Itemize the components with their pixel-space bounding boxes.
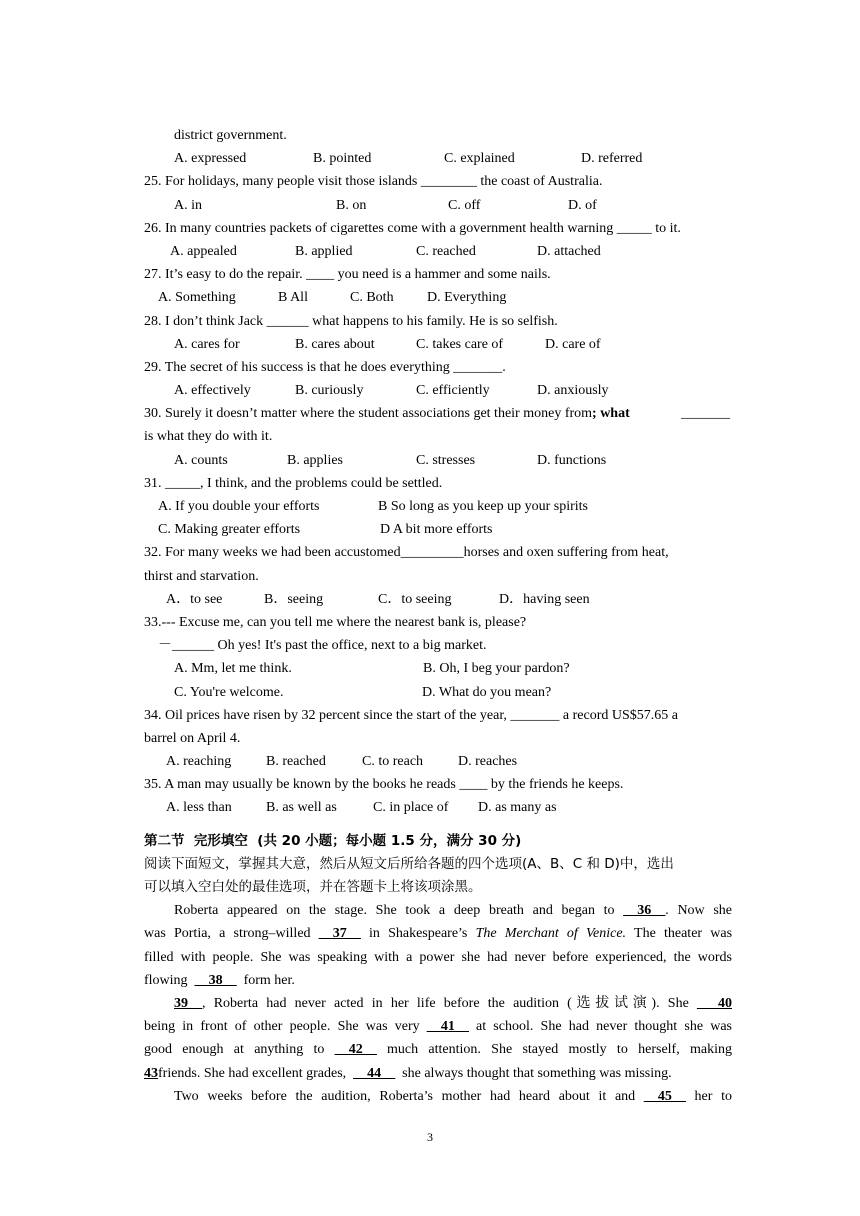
option-c: C. Both — [350, 290, 394, 306]
question-33-dialogue — [144, 634, 732, 657]
section-heading: 第二节 完形填空 (共 20 小题；每小题 1.5 分，满分 30 分) — [144, 832, 522, 849]
question-26-options — [144, 240, 732, 263]
passage-text: much attention. She stayed mostly to herself, making — [386, 1042, 732, 1058]
option-c: C. off — [448, 197, 481, 213]
option-a: A. If you double your efforts — [158, 499, 320, 514]
question-24-options — [144, 147, 732, 170]
question-28-stem — [144, 310, 732, 333]
option-a: A．to see — [166, 591, 223, 607]
question-29-stem — [144, 356, 732, 379]
option-c: C. stresses — [416, 452, 476, 468]
question-31-options-ab — [144, 495, 732, 518]
option-b: B. applies — [287, 452, 343, 468]
question-33-stem — [144, 611, 732, 634]
option-a: A. reaching — [166, 754, 232, 770]
option-b: B. Oh, I beg your pardon? — [423, 661, 570, 677]
question-30-stem-end — [144, 425, 732, 448]
cloze-blank-41: __41__ — [426, 1019, 469, 1035]
option-d: D. What do you mean? — [422, 684, 552, 700]
option-d: D. attached — [537, 243, 601, 259]
option-c: C. explained — [444, 151, 515, 167]
question-35-options — [144, 796, 732, 819]
section-instructions-1 — [144, 853, 732, 876]
option-c: C. to reach — [362, 754, 424, 770]
text-line: 35. A man may usually be known by the books he reads ____ by the friends he keeps. — [144, 777, 624, 793]
option-b: B．seeing — [264, 591, 324, 607]
cloze-blank-45: __45__ — [643, 1088, 686, 1104]
question-27-options — [144, 286, 732, 309]
question-32-stem-end — [144, 565, 732, 588]
question-28-options — [144, 333, 732, 356]
question-33-options-ab — [144, 657, 732, 680]
passage-text: her to — [694, 1088, 732, 1104]
option-b: B. as well as — [266, 800, 337, 816]
passage-text: being in front of other people. She was very — [144, 1019, 420, 1035]
option-a: A. expressed — [174, 151, 247, 167]
option-a: A. counts — [174, 452, 228, 468]
question-26-stem — [144, 217, 732, 240]
option-c: C. reached — [416, 243, 476, 259]
option-d: D A bit more efforts — [380, 522, 493, 538]
passage-text: , Roberta had never acted in her life before the audition (选拔试演). She — [202, 995, 689, 1011]
option-c: C. in place of — [373, 800, 449, 816]
instruction-text: 可以填入空白处的最佳选项，并在答题卡上将该项涂黑。 — [144, 879, 482, 895]
option-a: A. less than — [166, 800, 232, 816]
question-34-stem-end — [144, 727, 732, 750]
passage-title-italic: The Merchant of Venice. — [475, 926, 627, 942]
option-a: A. effectively — [174, 383, 251, 399]
text-line: ; what — [592, 406, 630, 422]
text-line: 34. Oil prices have risen by 32 percent since the start of the year, _______ a record US$57.65 a — [144, 707, 678, 723]
option-b: B. cares about — [295, 336, 375, 352]
cloze-blank-39: 39__ — [174, 995, 202, 1011]
section-instructions-2 — [144, 876, 732, 899]
passage-text: flowing — [144, 972, 188, 988]
passage-text: Roberta appeared on the stage. She took a deep breath and began to — [174, 903, 615, 919]
text-line: 30. Surely it doesn’t matter where the student associations get their money from — [144, 406, 593, 422]
option-d: D. as many as — [478, 800, 557, 816]
option-b: B All — [278, 290, 308, 306]
cloze-blank-37: __37__ — [318, 926, 361, 942]
passage-text: at school. She had never thought she was — [476, 1019, 733, 1035]
passage-line — [144, 946, 732, 969]
question-29-options — [144, 379, 732, 402]
text-line: thirst and starvation. — [144, 568, 259, 584]
option-b: B. applied — [295, 243, 353, 259]
text-line: 29. The secret of his success is that he does everything _______. — [144, 359, 506, 375]
question-30-stem — [144, 402, 732, 425]
option-b: B. reached — [266, 754, 326, 770]
document-page — [144, 124, 732, 1108]
option-a: A. in — [174, 197, 202, 213]
option-d: D. reaches — [458, 754, 518, 770]
cloze-blank-40: ___40 — [697, 995, 732, 1011]
passage-line — [144, 1085, 732, 1108]
option-a: A. Something — [158, 290, 236, 306]
option-b: B. curiously — [295, 383, 364, 399]
question-24-stem-end — [144, 124, 732, 147]
question-30-options — [144, 449, 732, 472]
option-b: B So long as you keep up your spirits — [378, 499, 588, 514]
text-line: barrel on April 4. — [144, 730, 241, 746]
question-34-stem — [144, 704, 732, 727]
text-line: 32. For many weeks we had been accustomed_________horses and oxen suffering from heat, — [144, 545, 669, 561]
passage-line — [144, 1038, 732, 1061]
option-c: C. efficiently — [416, 383, 490, 399]
cloze-blank-44: __44__ — [353, 1065, 396, 1081]
passage-line — [144, 969, 732, 992]
passage-line — [144, 1015, 732, 1038]
option-d: D. anxiously — [537, 383, 609, 399]
text-line: 33.--- Excuse me, can you tell me where the nearest bank is, please? — [144, 614, 527, 630]
question-33-options-cd — [144, 681, 732, 704]
passage-text: . Now she — [665, 903, 733, 919]
answer-blank: _______ — [681, 406, 730, 422]
option-a: A. cares for — [174, 336, 240, 352]
passage-line — [144, 899, 732, 922]
passage-text: filled with people. She was speaking with a power she had never before experienced, the words — [144, 949, 732, 965]
option-d: D. functions — [537, 452, 607, 468]
option-c: C. Making greater efforts — [158, 522, 301, 538]
cloze-blank-36: __36__ — [623, 903, 666, 919]
passage-text: friends. She had excellent grades, — [158, 1065, 347, 1081]
text-line: 27. It’s easy to do the repair. ____ you need is a hammer and some nails. — [144, 267, 551, 283]
option-b: B. on — [336, 197, 367, 213]
passage-text: was Portia, a strong–willed — [144, 926, 311, 942]
option-d: D. of — [568, 197, 597, 213]
question-32-stem — [144, 541, 732, 564]
passage-text: she always thought that something was missing. — [402, 1065, 672, 1081]
cloze-blank-43: 43 — [144, 1065, 158, 1081]
question-34-options — [144, 750, 732, 773]
text-line: 25. For holidays, many people visit those islands ________ the coast of Australia. — [144, 174, 603, 190]
text-line: 26. In many countries packets of cigarettes come with a government health warning _____ to it. — [144, 220, 681, 236]
text-line: －______ Oh yes! It's past the office, next to a big market. — [158, 638, 487, 654]
section-title — [144, 830, 732, 853]
question-32-options — [144, 588, 732, 611]
question-31-options-cd — [144, 518, 732, 541]
cloze-blank-42: __42__ — [334, 1042, 377, 1058]
question-25-stem — [144, 170, 732, 193]
option-d: D. referred — [581, 151, 643, 167]
option-d: D. Everything — [427, 290, 507, 306]
question-27-stem — [144, 263, 732, 286]
passage-line — [144, 992, 732, 1015]
instruction-text: 阅读下面短文，掌握其大意，然后从短文后所给各题的四个选项(A、B、C 和 D)中，选出 — [144, 855, 674, 872]
option-d: D．having seen — [499, 591, 590, 607]
option-b: B. pointed — [313, 151, 372, 167]
option-a: A. appealed — [170, 243, 237, 259]
option-c: C. takes care of — [416, 336, 504, 352]
passage-text: The theater was — [634, 926, 733, 942]
question-35-stem — [144, 773, 732, 796]
passage-text: form her. — [243, 972, 295, 988]
text-line: is what they do with it. — [144, 429, 273, 445]
text-line: 31. _____, I think, and the problems could be settled. — [144, 475, 443, 491]
text-line: district government. — [174, 128, 287, 143]
option-a: A. Mm, let me think. — [174, 661, 292, 677]
text-line: 28. I don’t think Jack ______ what happens to his family. He is so selfish. — [144, 313, 558, 329]
passage-text: in Shakespeare’s — [368, 926, 468, 942]
passage-line — [144, 1062, 732, 1085]
passage-line — [144, 922, 732, 945]
cloze-blank-38: __38__ — [194, 972, 237, 988]
question-31-stem — [144, 472, 732, 495]
passage-text: Two weeks before the audition, Roberta’s mother had heard about it and — [174, 1088, 636, 1104]
page-number: 3 — [427, 1130, 433, 1144]
option-c: C．to seeing — [378, 591, 452, 607]
question-25-options — [144, 194, 732, 217]
option-d: D. care of — [545, 336, 601, 352]
passage-text: good enough at anything to — [144, 1042, 325, 1058]
option-c: C. You're welcome. — [174, 684, 284, 700]
